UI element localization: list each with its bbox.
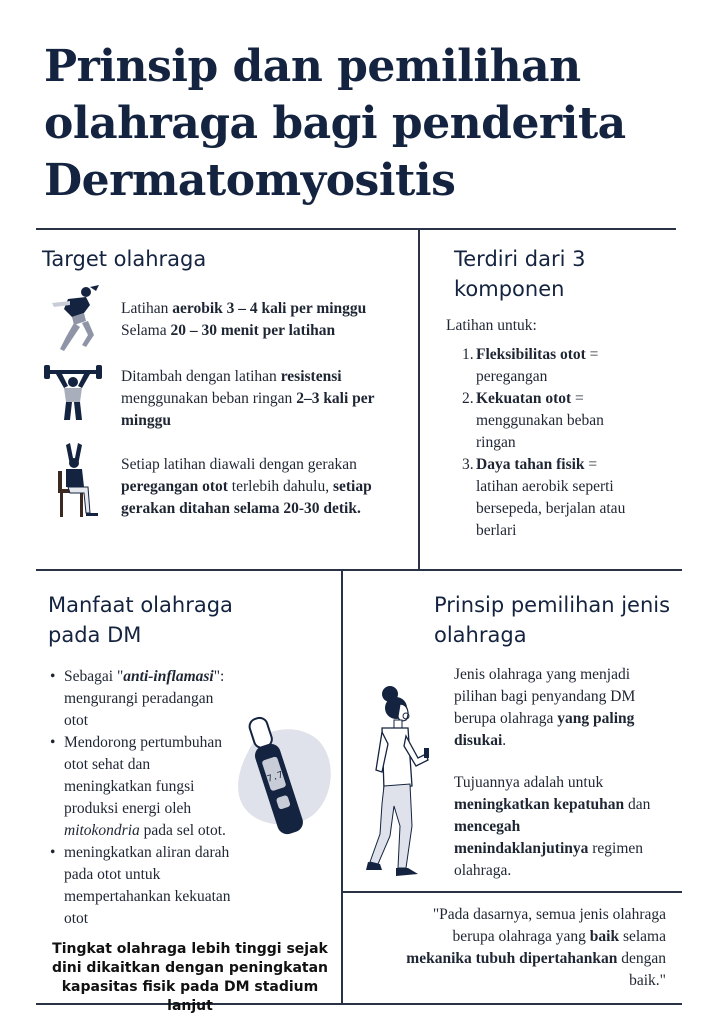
- prinsip-p2-bold1: meningkatkan kepatuhan: [454, 796, 625, 813]
- target-item3-pre: Setiap latihan diawali dengan gerakan: [121, 456, 357, 473]
- prinsip-heading: [434, 590, 670, 650]
- target-item1-bold2: 20 – 30 menit per latihan: [170, 322, 336, 339]
- manfaat-b2-post: pada sel otot.: [139, 822, 226, 839]
- quote-divider: [341, 891, 682, 893]
- target-item-aerobic: [121, 298, 401, 342]
- quote-post: dengan baik.": [617, 950, 666, 989]
- woman-with-phone-icon: [366, 686, 438, 880]
- list-item: [448, 454, 634, 542]
- prinsip-p2-bold2: mencegah menindaklanjutinya: [454, 818, 589, 857]
- komponen-item1-bold: Fleksibilitas otot: [476, 346, 586, 363]
- list-item: [48, 842, 238, 930]
- manfaat-b1-pre: Sebagai ": [64, 668, 124, 685]
- vertical-divider-bottom: [341, 570, 343, 1004]
- manfaat-b1-bold: anti-inflamasi: [123, 668, 214, 685]
- target-item-stretching: [121, 454, 401, 520]
- running-person-icon: [46, 283, 102, 353]
- title-line-2: olahraga bagi penderita: [44, 98, 626, 149]
- quote-bold1: baik: [589, 928, 620, 945]
- prinsip-p2-mid: dan: [624, 796, 651, 813]
- target-heading: Target olahraga: [42, 247, 207, 271]
- prinsip-heading-line2: olahraga: [434, 623, 527, 647]
- target-item2-mid: menggunakan beban ringan: [121, 390, 297, 407]
- middle-divider: [36, 569, 682, 571]
- manfaat-heading-line1: Manfaat olahraga: [48, 593, 233, 617]
- prinsip-p2-pre: Tujuannya adalah untuk: [454, 774, 604, 791]
- prinsip-paragraph-2: [454, 772, 654, 882]
- manfaat-b3: meningkatkan aliran darah pada otot untuk mempertahankan kekuatan otot: [64, 844, 231, 927]
- title-line-1: Prinsip dan pemilihan: [44, 41, 581, 92]
- target-item2-bold2: 2–3 kali per minggu: [121, 390, 375, 429]
- target-item1-bold1: aerobik 3 – 4 kali per minggu: [172, 300, 367, 317]
- manfaat-list: [48, 666, 238, 930]
- target-item1-mid: Selama: [121, 322, 171, 339]
- target-item2-pre: Ditambah dengan latihan: [121, 368, 281, 385]
- list-item: [48, 666, 238, 732]
- target-item1-pre: Latihan: [121, 300, 173, 317]
- komponen-heading-line2: komponen: [454, 277, 565, 301]
- komponen-heading: [454, 244, 585, 304]
- prinsip-p1-pre: Jenis olahraga yang menjadi pilihan bagi penyandang DM berupa olahraga: [454, 666, 636, 727]
- prinsip-p1-bold: yang paling disukai: [454, 710, 635, 749]
- thermometer-icon: [226, 712, 334, 840]
- prinsip-heading-line1: Prinsip pemilihan jenis: [434, 593, 671, 617]
- manfaat-b2-italic: mitokondria: [64, 822, 140, 839]
- komponen-item3-rest: = latihan aerobik seperti bersepeda, berjalan atau berlari: [476, 456, 626, 539]
- list-item: [448, 388, 634, 454]
- komponen-item2-rest: = menggunakan beban ringan: [476, 390, 604, 451]
- weightlifter-icon: [42, 364, 104, 422]
- target-item2-bold1: resistensi: [280, 368, 342, 385]
- manfaat-caption: Tingkat olahraga lebih tinggi sejak dini dikaitkan dengan peningkatan kapasitas fisik pada DM stadium lanjut: [51, 941, 329, 1014]
- list-item: [448, 344, 634, 388]
- komponen-item3-bold: Daya tahan fisik: [476, 456, 585, 473]
- target-item3-mid: terlebih dahulu,: [227, 478, 333, 495]
- title-line-3: Dermatomyositis: [44, 155, 456, 206]
- quote-bold2: mekanika tubuh dipertahankan: [406, 950, 618, 967]
- target-item-resistance: [121, 366, 401, 432]
- manfaat-heading-line2: pada DM: [48, 623, 142, 647]
- thermometer-screen-text: 7.7: [265, 770, 285, 785]
- list-number: 1.: [462, 346, 474, 363]
- list-number: 2.: [462, 390, 474, 407]
- list-number: 3.: [462, 456, 474, 473]
- manfaat-b2-pre: Mendorong pertumbuhan otot sehat dan meningkatkan fungsi produksi energi oleh: [64, 734, 222, 817]
- manfaat-heading: [48, 590, 233, 650]
- vertical-divider-top: [418, 228, 420, 570]
- stretching-person-icon: [52, 441, 106, 519]
- quote-mid: selama: [619, 928, 666, 945]
- komponen-item1-rest: = peregangan: [476, 346, 599, 385]
- prinsip-p2-post: regimen olahraga.: [454, 840, 644, 879]
- quote-pre: "Pada dasarnya, semua jenis olahraga berupa olahraga yang: [432, 906, 666, 945]
- target-item3-bold2: setiap gerakan ditahan selama 20-30 detik.: [121, 478, 372, 517]
- komponen-item2-bold: Kekuatan otot: [476, 390, 572, 407]
- prinsip-paragraph-1: [454, 664, 654, 752]
- target-item3-bold1: peregangan otot: [121, 478, 228, 495]
- komponen-intro: Latihan untuk:: [446, 317, 537, 334]
- closing-quote: [404, 904, 666, 992]
- top-divider: [36, 228, 676, 230]
- komponen-heading-line1: Terdiri dari 3: [454, 247, 586, 271]
- manfaat-b1-post: ": mengurangi peradangan otot: [64, 668, 225, 729]
- list-item: [48, 732, 238, 842]
- komponen-list: [448, 344, 634, 542]
- prinsip-p1-post: .: [502, 732, 507, 749]
- page-title: [44, 38, 684, 209]
